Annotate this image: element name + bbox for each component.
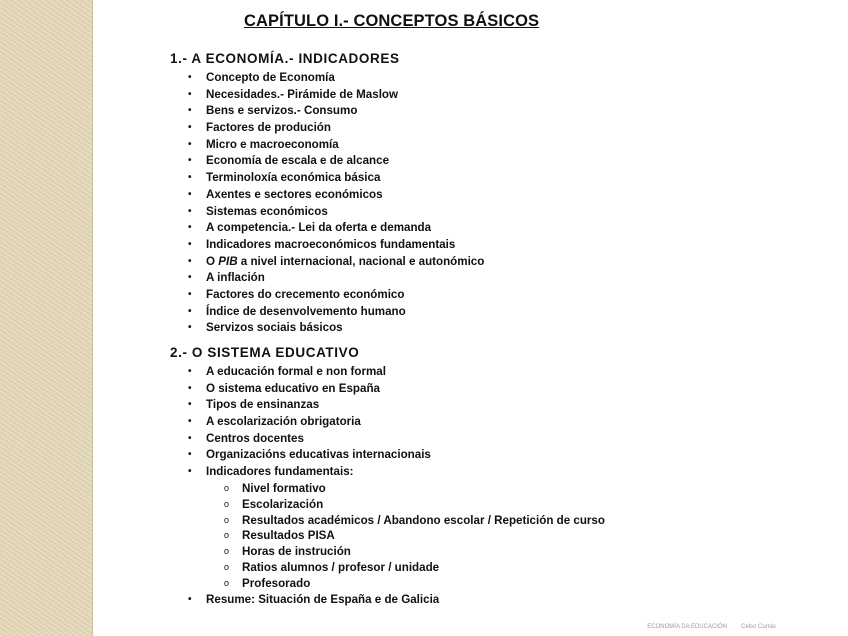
list-item: • A competencia.- Lei da oferta e demanda — [188, 220, 830, 237]
bullet-icon: • — [188, 594, 192, 606]
list-item: • Factores do crecemento económico — [188, 287, 830, 304]
list-item: • Indicadores macroeconómicos fundamentais — [188, 237, 830, 254]
sub-list-item: o Nivel formativo — [224, 481, 326, 495]
bullet-icon: • — [188, 366, 192, 377]
list-item: • A educación formal e non formal — [188, 364, 830, 381]
list-item: • A escolarización obrigatoria — [188, 414, 830, 431]
circle-bullet-icon: o — [224, 530, 230, 541]
sub-list-item: o Horas de instrución — [224, 545, 351, 559]
bullet-icon: • — [188, 255, 192, 267]
list-item: • Tipos de ensinanzas — [188, 397, 830, 414]
list-item: • Organizacións educativas internacionais — [188, 447, 830, 464]
sub-list-item: o Ratios alumnos / profesor / unidade — [224, 561, 440, 575]
bullet-icon: • — [188, 399, 192, 411]
bullet-icon: • — [188, 122, 192, 134]
list-item: • O sistema educativo en España — [188, 381, 830, 398]
list-item: • Resume: Situación de España e de Galicia — [188, 592, 830, 609]
list-item: • Índice de desenvolvemento humano — [188, 304, 830, 321]
bullet-icon: • — [188, 105, 192, 117]
bullet-icon: • — [188, 322, 192, 334]
list-item: • Servizos sociais básicos — [188, 320, 830, 337]
list-item: • Axentes e sectores económicos — [188, 187, 830, 204]
bullet-icon: • — [188, 138, 192, 150]
sub-list-item: o Resultados PISA — [224, 529, 335, 543]
list-item-pib: • O PIB a nivel internacional, nacional e autonómico — [188, 254, 830, 271]
list-item-indicators: • Indicadores fundamentais: — [188, 464, 830, 481]
circle-bullet-icon: o — [224, 514, 230, 525]
list-item: • Necesidades.- Pirámide de Maslow — [188, 87, 830, 104]
bullet-icon: • — [188, 188, 192, 200]
sub-list-item: o Resultados académicos / Abandono escolar / Repetición de curso — [224, 513, 605, 527]
section1-list — [170, 70, 830, 337]
bullet-icon: • — [188, 272, 192, 284]
section2-list — [170, 364, 830, 481]
bullet-icon: • — [188, 466, 192, 478]
bullet-icon: • — [188, 416, 192, 428]
decorative-sidebar — [0, 0, 93, 636]
list-item: • Bens e servizos.- Consumo — [188, 103, 830, 120]
footer-course: ECONOMÍA DA EDUCACIÓN — [647, 624, 727, 630]
footer-author: Celso Currás — [740, 624, 776, 630]
pib-emphasis: PIB — [218, 254, 238, 268]
bullet-icon: • — [188, 432, 192, 444]
list-item: • Economía de escala e de alcance — [188, 153, 830, 170]
list-item: • Concepto de Economía — [188, 70, 830, 87]
list-item: • Factores de produción — [188, 120, 830, 137]
indicators-sublist — [170, 481, 830, 592]
bullet-icon: • — [188, 449, 192, 461]
sub-list-item: o Escolarización — [224, 497, 324, 511]
bullet-icon: • — [188, 205, 192, 217]
section-heading-economia: 1.- A ECONOMÍA.- INDICADORES — [170, 51, 400, 66]
bullet-icon: • — [188, 238, 192, 250]
circle-bullet-icon: o — [224, 578, 230, 589]
bullet-icon: • — [188, 72, 192, 83]
section2-list-end — [170, 592, 830, 609]
bullet-icon: • — [188, 88, 192, 100]
bullet-icon: • — [188, 172, 192, 184]
circle-bullet-icon: o — [224, 482, 230, 493]
bullet-icon: • — [188, 288, 192, 300]
chapter-title: CAPÍTULO I.- CONCEPTOS BÁSICOS — [244, 12, 540, 30]
bullet-icon: • — [188, 222, 192, 234]
circle-bullet-icon: o — [224, 546, 230, 557]
circle-bullet-icon: o — [224, 562, 230, 573]
list-item: • Micro e macroeconomía — [188, 137, 830, 154]
circle-bullet-icon: o — [224, 498, 230, 509]
bullet-icon: • — [188, 382, 192, 394]
bullet-icon: • — [188, 305, 192, 317]
footer — [647, 624, 776, 630]
sub-list-item: o Profesorado — [224, 577, 311, 591]
list-item: • Sistemas económicos — [188, 204, 830, 221]
section-heading-sistema-educativo: 2.- O SISTEMA EDUCATIVO — [170, 345, 360, 360]
list-item: • A inflación — [188, 270, 830, 287]
list-item: • Terminoloxía económica básica — [188, 170, 830, 187]
bullet-icon: • — [188, 155, 192, 167]
list-item: • Centros docentes — [188, 431, 830, 448]
content-area — [170, 48, 830, 609]
